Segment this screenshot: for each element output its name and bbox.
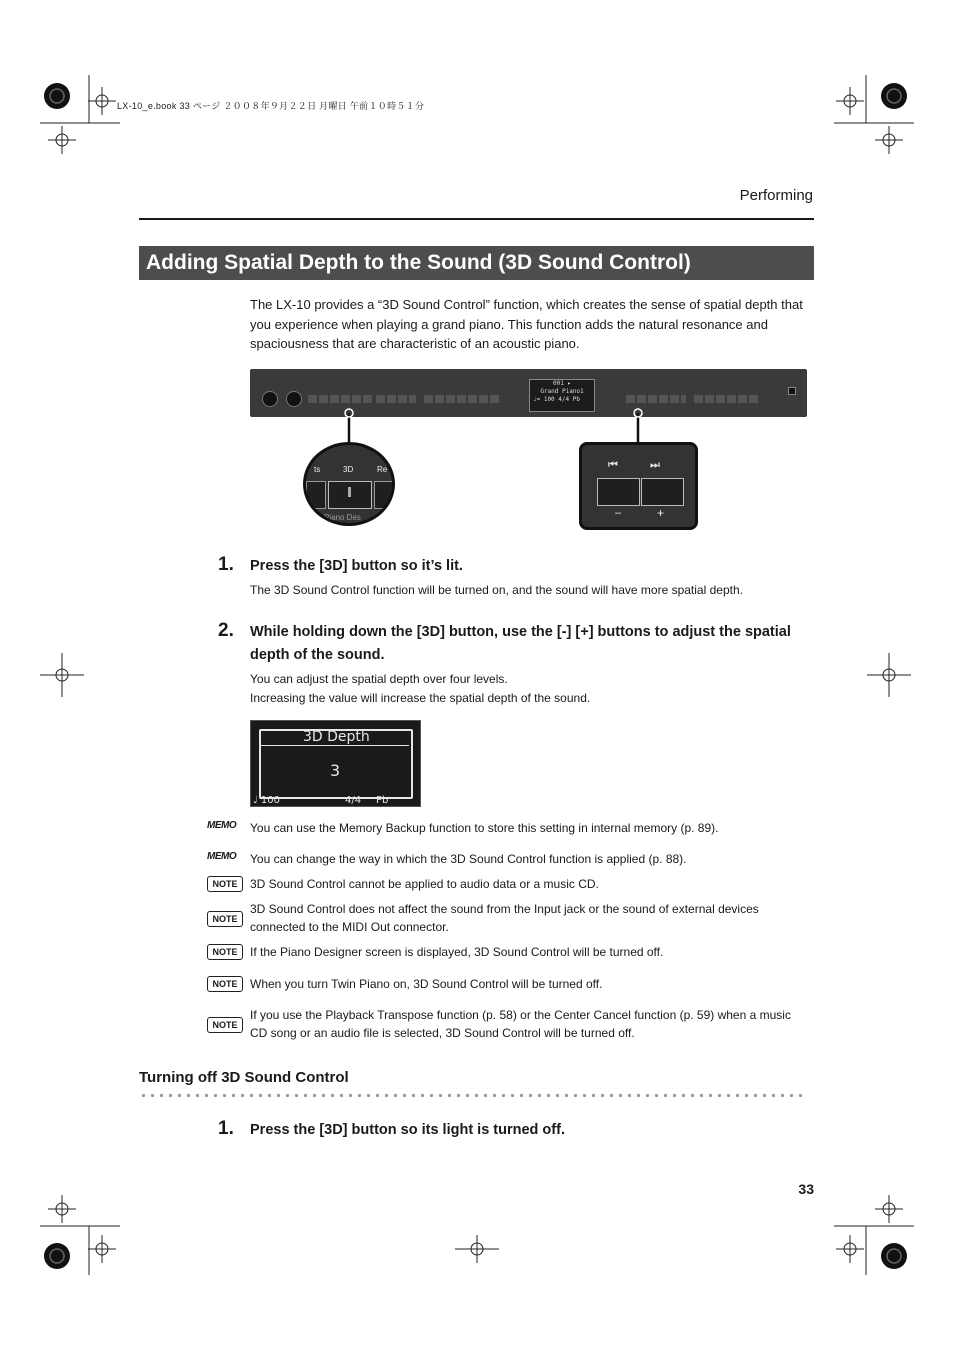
zoom-key-right — [374, 481, 395, 509]
zoom-3d-label: 3D — [343, 465, 354, 474]
note-text-5: If you use the Playback Transpose function (p. 58) or the Center Cancel function (p. 59) when a music CD song or an audio file is selected, 3D Sound Control will be turned off. — [250, 1008, 791, 1040]
memo-text-1: You can use the Memory Backup function to store this setting in internal memory (p. 89). — [250, 821, 719, 835]
intro-paragraph: The LX-10 provides a “3D Sound Control” function, which creates the sense of spatial depth that you experience when playing a grand piano. This function adds the natural resonance and spaciousness that are characteristic of an acoustic piano. — [250, 297, 803, 351]
memo-icon: MEMO — [207, 851, 237, 862]
print-header: LX-10_e.book 33 ページ ２００８年９月２２日 月曜日 午前１０時５１分 — [117, 101, 425, 111]
zoom-key-left — [306, 481, 326, 509]
note-icon: NOTE — [207, 944, 243, 960]
forward-icon: ⏭ — [650, 459, 660, 471]
lcd-heading-rule — [261, 745, 409, 746]
page-number: 33 — [798, 1181, 814, 1197]
subsection-step-number: 1. — [218, 1118, 234, 1139]
minus-key — [597, 478, 640, 506]
page-title: Adding Spatial Depth to the Sound (3D Sound Control) — [139, 246, 814, 280]
note-icon: NOTE — [207, 876, 243, 892]
step-2-number: 2. — [218, 620, 234, 641]
note-text-3: If the Piano Designer screen is displayed, 3D Sound Control will be turned off. — [250, 945, 664, 959]
section-name: Performing — [739, 187, 813, 204]
step-2-description-1: You can adjust the spatial depth over four levels. — [250, 672, 508, 686]
note-text-2: 3D Sound Control does not affect the sound from the Input jack or the sound of external devices connected to the MIDI Out connector. — [250, 902, 759, 934]
header-rule — [139, 218, 814, 220]
zoom-right-fragment: Re — [377, 465, 388, 474]
3d-indicator-light — [348, 487, 351, 497]
plus-key — [641, 478, 684, 506]
power-button — [788, 387, 796, 395]
lcd-status-right: Pb — [376, 795, 389, 806]
panel-button-row-2 — [376, 395, 416, 403]
zoom-key-3d — [328, 481, 372, 509]
display-line2: Grand Piano1 — [540, 388, 584, 395]
memo-text-2: You can change the way in which the 3D Sound Control function is applied (p. 88). — [250, 852, 687, 866]
lcd-value: 3 — [330, 761, 341, 780]
panel-button-row-1 — [308, 395, 372, 403]
panel-button-row-4 — [626, 395, 686, 403]
note-text-1: 3D Sound Control cannot be applied to audio data or a music CD. — [250, 877, 599, 891]
panel-button-row-3 — [424, 395, 500, 403]
plus-label: + — [657, 506, 665, 520]
lcd-heading: 3D Depth — [303, 729, 370, 745]
lcd-screen — [250, 720, 421, 807]
zoom-bottom-fragment: Piano Des — [324, 513, 361, 522]
dotted-divider — [139, 1093, 803, 1098]
step-2-instruction: While holding down the [3D] button, use the [-] [+] buttons to adjust the spatial depth of the sound. — [250, 624, 791, 663]
rewind-icon: ⏮ — [608, 459, 618, 471]
zoom-3d-button — [303, 442, 395, 526]
note-icon: NOTE — [207, 1017, 243, 1033]
lcd-status-mid: 4/4 — [345, 795, 362, 806]
note-icon: NOTE — [207, 911, 243, 927]
step-2-description-2: Increasing the value will increase the spatial depth of the sound. — [250, 691, 591, 705]
display-line1: 001 ▸ — [552, 380, 572, 387]
step-1-instruction: Press the [3D] button so it’s lit. — [250, 558, 463, 574]
zoom-left-fragment: ts — [314, 465, 321, 474]
panel-button-row-5 — [694, 395, 760, 403]
display-status: ♩= 100 4/4 Pb — [533, 396, 580, 403]
knob-volume — [262, 391, 278, 407]
zoom-minus-plus-buttons — [579, 442, 698, 530]
note-icon: NOTE — [207, 976, 243, 992]
lcd-status-left: ♩ 100 — [253, 795, 280, 806]
subsection-step-text: Press the [3D] button so its light is turned off. — [250, 1122, 565, 1138]
step-1-number: 1. — [218, 554, 234, 575]
memo-icon: MEMO — [207, 820, 237, 831]
step-1-description: The 3D Sound Control function will be turned on, and the sound will have more spatial depth. — [250, 583, 743, 597]
note-text-4: When you turn Twin Piano on, 3D Sound Control will be turned off. — [250, 977, 603, 991]
minus-label: – — [615, 507, 622, 519]
subsection-heading: Turning off 3D Sound Control — [139, 1069, 349, 1086]
